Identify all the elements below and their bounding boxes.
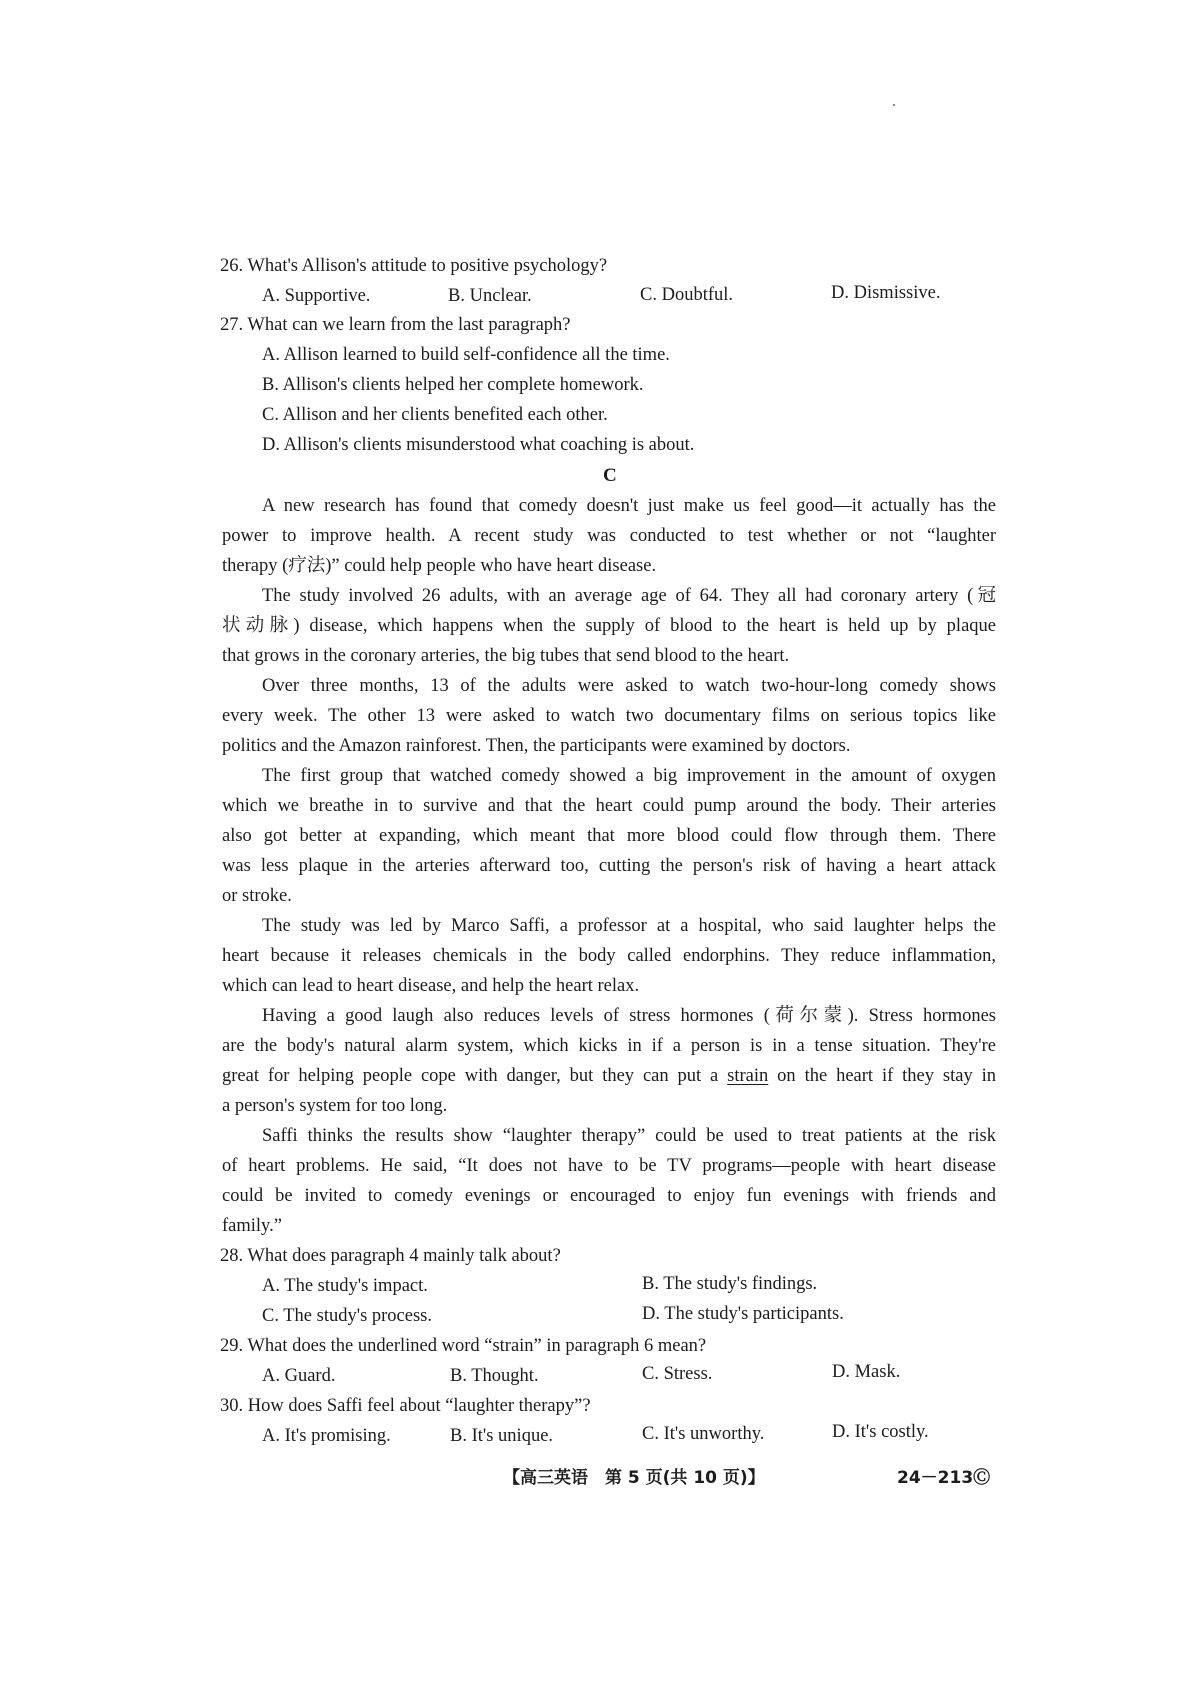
paragraph-4-line: also got better at expanding, which meant that more blood could flow through them. There <box>222 826 996 846</box>
question-28-option-c: C. The study's process. <box>262 1306 432 1326</box>
section-heading: C <box>603 465 617 486</box>
paragraph-5-line: which can lead to heart disease, and help the heart relax. <box>222 976 640 996</box>
question-30-option-c: C. It's unworthy. <box>642 1424 765 1444</box>
paragraph-2-line: The study involved 26 adults, with an average age of 64. They all had coronary artery (冠 <box>262 586 996 606</box>
question-28-option-b: B. The study's findings. <box>642 1274 818 1294</box>
paragraph-2-line: 状动脉) disease, which happens when the supply of blood to the heart is held up by plaque <box>222 616 996 636</box>
paragraph-4-line: which we breathe in to survive and that the heart could pump around the body. Their arteries <box>222 796 996 816</box>
paragraph-1-line: A new research has found that comedy doesn't just make us feel good—it actually has the <box>262 496 996 516</box>
question-27-stem: 27. What can we learn from the last paragraph? <box>220 315 571 335</box>
question-30-option-d: D. It's costly. <box>832 1422 929 1442</box>
question-28-stem: 28. What does paragraph 4 mainly talk about? <box>220 1246 561 1266</box>
paragraph-5-line: heart because it releases chemicals in the body called endorphins. They reduce inflammation, <box>222 946 996 966</box>
paragraph-7-line: Saffi thinks the results show “laughter therapy” could be used to treat patients at the risk <box>262 1126 996 1146</box>
paragraph-6-line: a person's system for too long. <box>222 1096 448 1116</box>
paragraph-4-line: The first group that watched comedy showed a big improvement in the amount of oxygen <box>262 766 996 786</box>
question-27-option-a: A. Allison learned to build self-confidence all the time. <box>262 345 670 365</box>
question-26-option-d: D. Dismissive. <box>831 283 941 303</box>
question-27-option-c: C. Allison and her clients benefited each other. <box>262 405 608 425</box>
paragraph-6-text: great for helping people cope with danger, but they can put a <box>222 1066 728 1086</box>
paragraph-7-line: family.” <box>222 1216 282 1236</box>
paragraph-3-line: politics and the Amazon rainforest. Then, the participants were examined by doctors. <box>222 736 851 756</box>
question-26-option-b: B. Unclear. <box>448 286 532 306</box>
question-26-option-c: C. Doubtful. <box>640 285 734 305</box>
paragraph-6-line: Having a good laugh also reduces levels of stress hormones (荷尔蒙). Stress hormones <box>262 1006 996 1026</box>
question-28-option-d: D. The study's participants. <box>642 1304 844 1324</box>
paragraph-4-line: was less plaque in the arteries afterward too, cutting the person's risk of having a heart attack <box>222 856 996 876</box>
scan-speck <box>893 104 895 106</box>
paragraph-5-line: The study was led by Marco Saffi, a professor at a hospital, who said laughter helps the <box>262 916 996 936</box>
paragraph-6-line <box>222 1067 996 1086</box>
paragraph-1-line: power to improve health. A recent study was conducted to test whether or not “laughter <box>222 526 996 546</box>
question-27-option-b: B. Allison's clients helped her complete homework. <box>262 375 644 395</box>
question-29-option-a: A. Guard. <box>262 1366 336 1386</box>
paragraph-3-line: Over three months, 13 of the adults were asked to watch two-hour-long comedy shows <box>262 676 996 696</box>
question-28-option-a: A. The study's impact. <box>262 1276 428 1296</box>
question-30-option-a: A. It's promising. <box>262 1426 391 1446</box>
question-30-option-b: B. It's unique. <box>450 1426 554 1446</box>
question-29-option-b: B. Thought. <box>450 1366 539 1386</box>
page-footer-code: 24－213Ⓒ <box>897 1468 991 1488</box>
question-30-stem: 30. How does Saffi feel about “laughter therapy”? <box>220 1396 591 1416</box>
underlined-word-strain: strain <box>727 1066 769 1086</box>
paragraph-2-line: that grows in the coronary arteries, the big tubes that send blood to the heart. <box>222 646 790 666</box>
question-29-option-c: C. Stress. <box>642 1364 713 1384</box>
paragraph-3-line: every week. The other 13 were asked to watch two documentary films on serious topics like <box>222 706 996 726</box>
question-29-stem: 29. What does the underlined word “strain” in paragraph 6 mean? <box>220 1336 707 1356</box>
paragraph-6-text: on the heart if they stay in <box>768 1066 996 1086</box>
paragraph-4-line: or stroke. <box>222 886 292 906</box>
question-27-option-d: D. Allison's clients misunderstood what coaching is about. <box>262 435 695 455</box>
paragraph-7-line: could be invited to comedy evenings or encouraged to enjoy fun evenings with friends and <box>222 1186 996 1206</box>
page-footer-label: 【高三英语 第 5 页(共 10 页)】 <box>503 1468 765 1488</box>
paragraph-6-line: are the body's natural alarm system, which kicks in if a person is in a tense situation. They're <box>222 1036 996 1056</box>
paragraph-7-line: of heart problems. He said, “It does not have to be TV programs—people with heart disease <box>222 1156 996 1176</box>
paragraph-1-line: therapy (疗法)” could help people who have heart disease. <box>222 556 657 576</box>
question-29-option-d: D. Mask. <box>832 1362 901 1382</box>
question-26-stem: 26. What's Allison's attitude to positive psychology? <box>220 256 608 276</box>
question-26-option-a: A. Supportive. <box>262 286 371 306</box>
